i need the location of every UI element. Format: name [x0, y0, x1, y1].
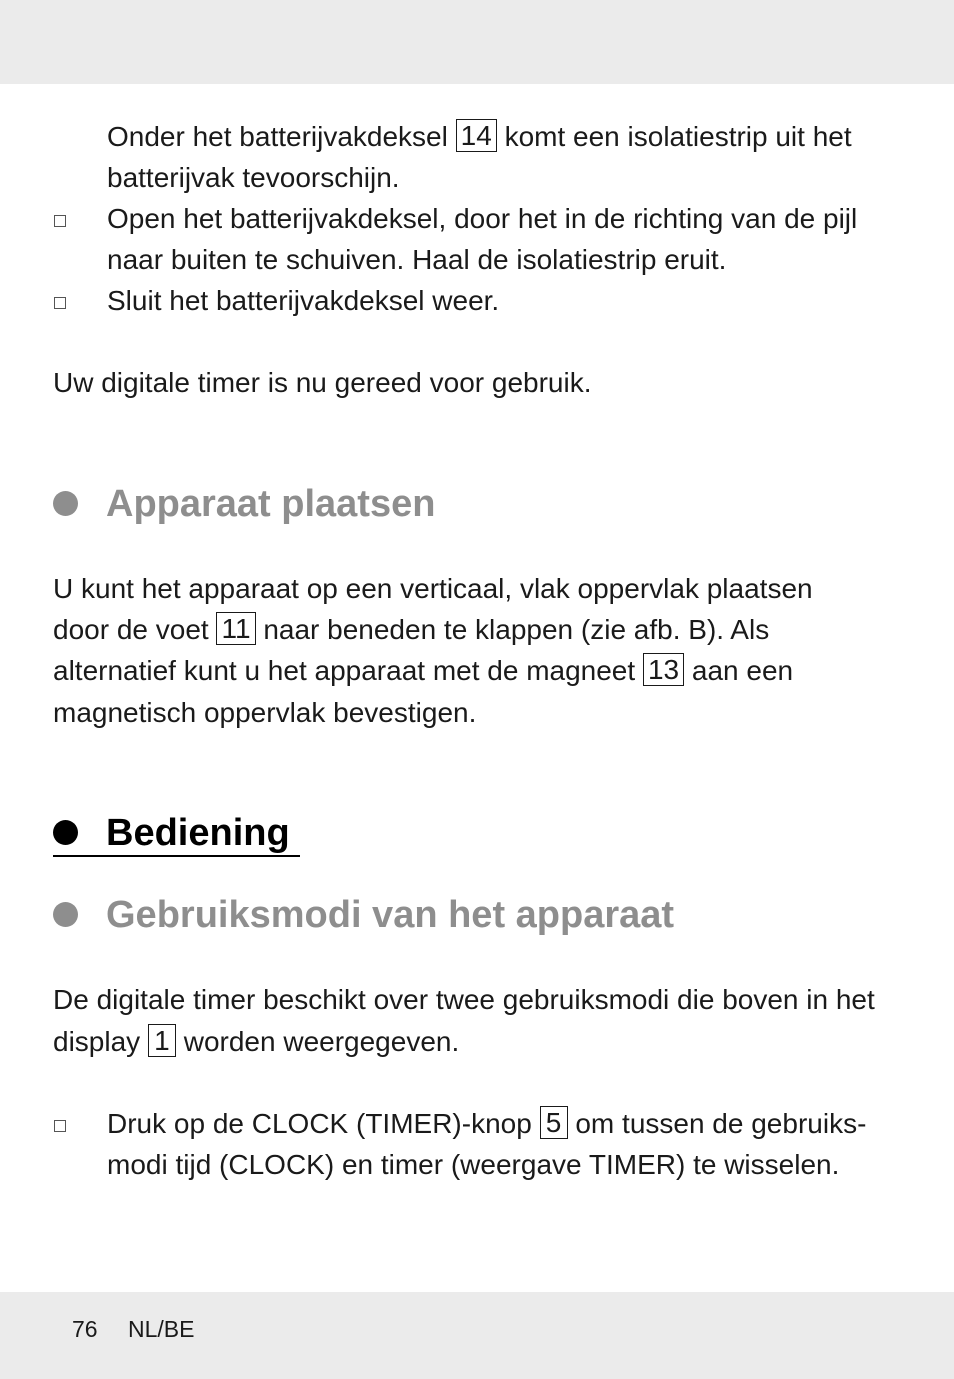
- ref-box-13: 13: [643, 653, 684, 686]
- checkbox-bullet-icon: [54, 1120, 66, 1132]
- place-line-4: magnetisch oppervlak bevestigen.: [53, 697, 477, 728]
- heading-bediening: Bediening: [106, 812, 290, 854]
- heading-gebruiksmodi: Gebruiksmodi van het apparaat: [106, 894, 675, 936]
- ref-box-1: 1: [148, 1024, 176, 1057]
- intro-line-2: batterijvak tevoorschijn.: [107, 162, 400, 193]
- modes-line-2: display 1 worden weergegeven.: [53, 1025, 460, 1057]
- section-dot-icon: [53, 902, 78, 927]
- ref-box-14: 14: [456, 119, 497, 152]
- ref-box-5: 5: [540, 1106, 568, 1139]
- place-line-1: U kunt het apparaat op een verticaal, vlak oppervlak plaatsen: [53, 573, 813, 604]
- checkbox-bullet-icon: [54, 297, 66, 309]
- modes-step-line-1: Druk op de CLOCK (TIMER)-knop 5 om tussen de gebruiks-: [107, 1107, 867, 1139]
- page-number: 76: [72, 1316, 98, 1342]
- modes-line-1: De digitale timer beschikt over twee gebruiksmodi die boven in het: [53, 984, 875, 1015]
- heading-underline: [53, 855, 300, 857]
- step-open-line-2: naar buiten te schuiven. Haal de isolatiestrip eruit.: [107, 244, 727, 275]
- step-open-line-1: Open het batterijvakdeksel, door het in de richting van de pijl: [107, 203, 858, 234]
- ref-box-11: 11: [216, 612, 255, 645]
- step-close-line-1: Sluit het batterijvakdeksel weer.: [107, 285, 500, 316]
- checkbox-bullet-icon: [54, 215, 66, 227]
- heading-apparaat-plaatsen: Apparaat plaatsen: [106, 483, 436, 525]
- locale-label: NL/BE: [128, 1316, 195, 1342]
- ready-text: Uw digitale timer is nu gereed voor gebruik.: [53, 367, 592, 398]
- place-line-3: alternatief kunt u het apparaat met de magneet 13 aan een: [53, 654, 794, 686]
- place-line-2: door de voet 11 naar beneden te klappen (zie afb. B). Als: [53, 613, 770, 645]
- section-dot-icon: [53, 820, 78, 845]
- header-band: [0, 0, 954, 84]
- section-dot-icon: [53, 491, 78, 516]
- intro-line-1: Onder het batterijvakdeksel 14 komt een isolatiestrip uit het: [107, 120, 852, 152]
- modes-step-line-2: modi tijd (CLOCK) en timer (weergave TIMER) te wisselen.: [107, 1149, 840, 1180]
